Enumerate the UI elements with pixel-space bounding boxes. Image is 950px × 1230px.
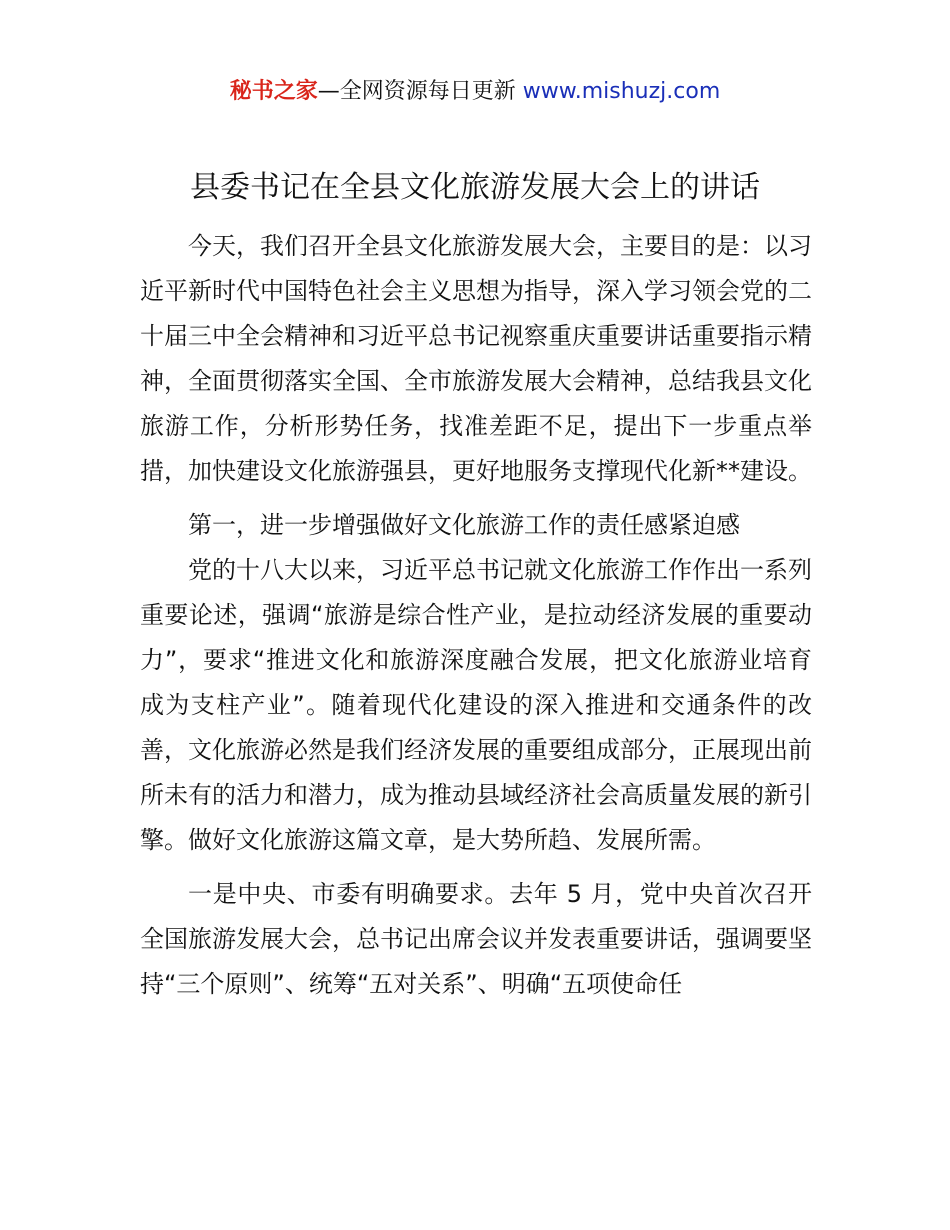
site-tagline: —全网资源每日更新 bbox=[317, 79, 516, 104]
site-url-link[interactable]: www.mishuzj.com bbox=[522, 79, 721, 104]
paragraph-point-one: 一是中央、市委有明确要求。去年 5 月，党中央首次召开全国旅游发展大会，总书记出席会议并发表重要讲话，强调要坚持“三个原则”、统筹“五对关系”、明确“五项使命任 bbox=[140, 880, 812, 998]
paragraph-intro: 今天，我们召开全县文化旅游发展大会，主要目的是：以习近平新时代中国特色社会主义思想为指导，深入学习领会党的二十届三中全会精神和习近平总书记视察重庆重要讲话重要指示精神，全面贯彻落实全国、全市旅游发展大会精神，总结我县文化旅游工作，分析形势任务，找准差距不足，提出下一步重点举措，加快建设文化旅游强县，更好地服务支撑现代化新**建设。 bbox=[140, 232, 812, 485]
document-title: 县委书记在全县文化旅游发展大会上的讲话 bbox=[190, 170, 760, 205]
paragraph-section-one: 党的十八大以来，习近平总书记就文化旅游工作作出一系列重要论述，强调“旅游是综合性产业，是拉动经济发展的重要动力”，要求“推进文化和旅游深度融合发展，把文化旅游业培育成为支柱产业”。随着现代化建设的深入推进和交通条件的改善，文化旅游必然是我们经济发展的重要组成部分，正展现出前所未有的活力和潜力，成为推动县域经济社会高质量发展的新引擎。做好文化旅游这篇文章，是大势所趋、发展所需。 bbox=[140, 556, 812, 854]
site-header bbox=[0, 76, 950, 108]
section-heading-first: 第一，进一步增强做好文化旅游工作的责任感紧迫感 bbox=[188, 511, 740, 539]
site-brand: 秘书之家 bbox=[229, 79, 318, 104]
document-body bbox=[140, 224, 812, 1007]
